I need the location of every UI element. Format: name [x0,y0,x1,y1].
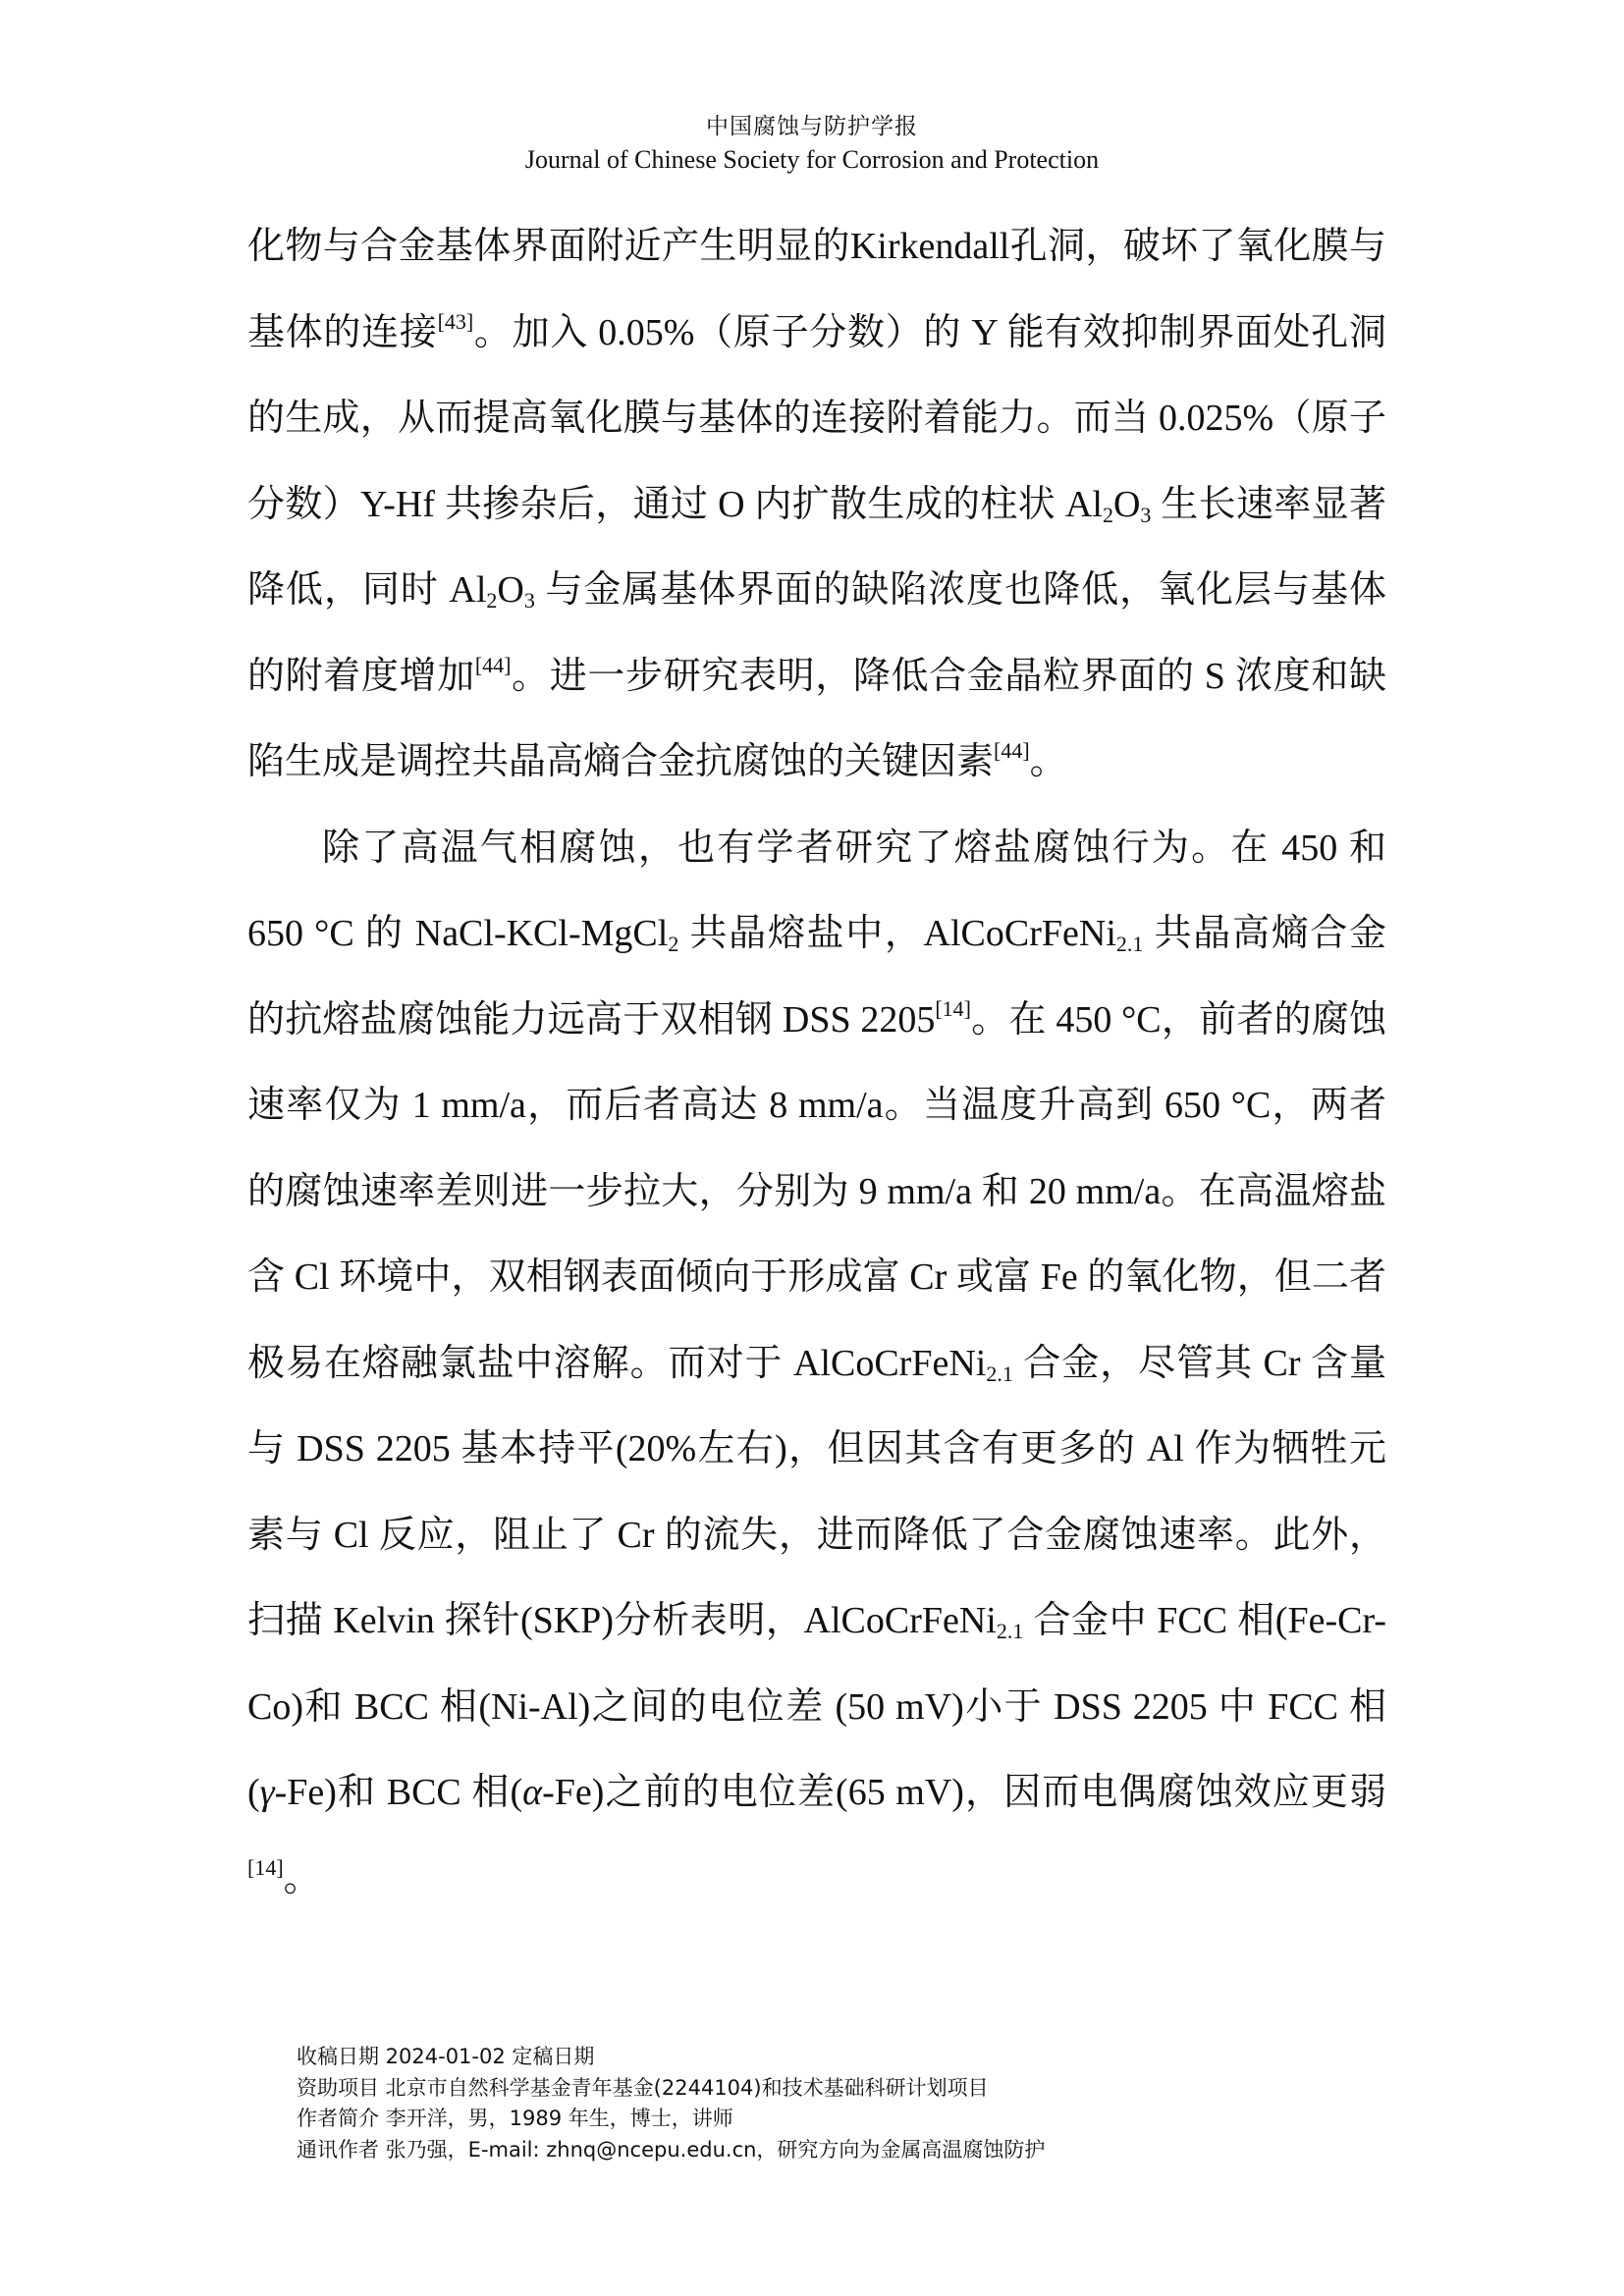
text-run: -Fe)和 BCC 相( [274,1772,523,1813]
text-run: 生长速率显著降低，同时 Al [247,483,1386,611]
citation-ref: [44] [994,738,1030,763]
subscript: 2 [486,588,498,613]
journal-title-cn: 中国腐蚀与防护学报 [706,114,918,139]
text-run: O [1112,483,1141,525]
italic-symbol: γ [259,1772,275,1813]
text-run: 合金中 FCC 相(Fe-Cr-Co)和 BCC 相(Ni-Al)之间的电位差 (50 mV)小于 DSS 2205 中 FCC 相( [247,1600,1387,1813]
text-run: 除了高温气相腐蚀，也有学者研究了熔盐腐蚀行为。在 450 和 650 °C 的 NaCl-KCl-MgCl [247,827,1386,954]
citation-ref: [14] [935,995,971,1021]
footnote-received: 收稿日期 2024-01-02 定稿日期 [297,2045,595,2068]
text-run: 。 [1029,741,1067,782]
text-run: -Fe)之前的电位差(65 mV)，因而电偶腐蚀效应更弱 [542,1772,1386,1813]
subscript: 2.1 [996,1619,1024,1643]
journal-title-en: Journal of Chinese Society for Corrosion and Protection [524,145,1100,174]
subscript: 3 [1140,502,1152,527]
paragraph [247,806,1386,1923]
text-run: 化物与合金基体界面附近产生明显的Kirkendall孔洞，破坏了氧化膜与基体的连接 [247,226,1386,353]
text-run: 与金属基体界面的缺陷浓度也降低，氧化层与基体的附着度增加 [247,569,1386,697]
text-run: 。进一步研究表明，降低合金晶粒界面的 S 浓度和缺陷生成是调控共晶高熵合金抗腐蚀的关键因素 [247,655,1386,782]
article-body [247,204,1386,1922]
citation-ref: [44] [474,652,512,677]
text-run: 共晶熔盐中，AlCoCrFeNi [678,913,1116,954]
text-run: 合金，尽管其 Cr 含量与 DSS 2205 基本持平(20%左右)，但因其含有更多的 Al 作为牺牲元素与 Cl 反应，阻止了 Cr 的流失，进而降低了合金腐蚀速率。此外，扫描 Kelvin 探针(SKP)分析表明，AlCoCrFeNi [247,1342,1386,1641]
citation-ref: [14] [247,1854,284,1880]
footnote-author: 作者简介 李开洋，男，1989 年生，博士，讲师 [297,2107,733,2130]
paragraph [247,204,1386,806]
footnote-funding: 资助项目 北京市自然科学基金青年基金(2244104)和技术基础科研计划项目 [297,2075,989,2100]
footnotes [297,2042,1377,2165]
italic-symbol: α [522,1772,543,1813]
text-run: O [497,569,524,611]
citation-ref: [43] [437,308,474,334]
subscript: 2.1 [986,1361,1013,1386]
journal-header [0,110,1624,177]
text-run: 共晶高熵合金的抗熔盐腐蚀能力远高于双相钢 DSS 2205 [247,913,1386,1041]
text-run: 。在 450 °C，前者的腐蚀速率仅为 1 mm/a，而后者高达 8 mm/a。当温度升高到 650 °C，两者的腐蚀速率差则进一步拉大，分别为 9 mm/a 和 20 mm/a。在高温熔盐含 Cl 环境中，双相钢表面倾向于形成富 Cr 或富 Fe 的氧化物，但二者极易在熔融氯盐中溶解。而对于 AlCoCrFeNi [247,998,1387,1384]
text-run: 。 [283,1857,321,1899]
subscript: 2 [668,932,679,956]
footnote-corresponding: 通讯作者 张乃强，E-mail: zhnq@ncepu.edu.cn，研究方向为金属高温腐蚀防护 [297,2137,1046,2162]
subscript: 2 [1102,502,1113,527]
subscript: 3 [523,588,535,613]
subscript: 2.1 [1115,932,1144,956]
text-run: 。加入 0.05%（原子分数）的 Y 能有效抑制界面处孔洞的生成，从而提高氧化膜与基体的连接附着能力。而当 0.025%（原子分数）Y-Hf 共掺杂后，通过 O 内扩散生成的柱状 Al [247,311,1386,525]
